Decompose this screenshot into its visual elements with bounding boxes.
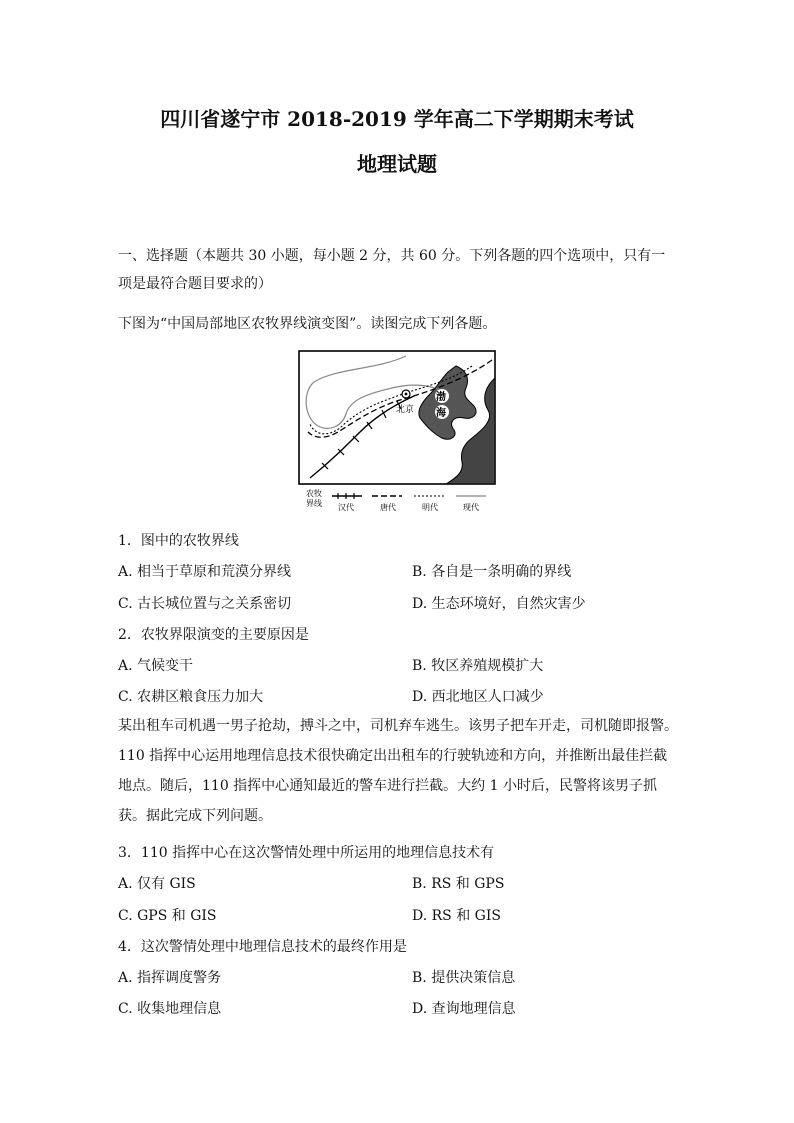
exam-subtitle: 地理试题 [357,152,437,176]
legend-title-1: 农牧 [306,489,322,498]
q2-option-c: C. 农耕区粮食压力加大 [118,689,264,705]
legend-ming: 明代 [422,503,438,512]
q4-option-c: C. 收集地理信息 [118,1001,222,1017]
exam-title: 四川省遂宁市 2018-2019 学年高二下学期期末考试 [160,107,634,131]
q3-stem: 3．110 指挥中心在这次警情处理中所运用的地理信息技术有 [118,845,495,861]
section-heading: 一、选择题（本题共 30 小题，每小题 2 分，共 60 分。下列各题的四个选项中，只有一项是最符合题目要求的） [118,248,666,292]
legend-han: 汉代 [338,503,354,512]
legend-modern: 现代 [463,503,479,512]
farming-pastoral-boundary-map [296,348,498,516]
q3-option-a: A. 仅有 GIS [118,876,196,892]
q2-option-a: A. 气候变干 [118,658,194,674]
q1-option-b: B. 各自是一条明确的界线 [412,564,572,580]
intro-map-question: 下图为“中国局部地区农牧界线演变图”。读图完成下列各题。 [118,316,497,332]
legend-tang: 唐代 [380,503,396,512]
q3-option-c: C. GPS 和 GIS [118,908,217,924]
q1-option-a: A. 相当于草原和荒漠分界线 [118,564,292,580]
q2-stem: 2．农牧界限演变的主要原因是 [118,627,309,643]
q4-option-a: A. 指挥调度警务 [118,970,222,986]
q1-option-d: D. 生态环境好，自然灾害少 [412,596,586,612]
q1-stem: 1．图中的农牧界线 [118,533,239,549]
map-legend [306,488,486,512]
q2-option-d: D. 西北地区人口减少 [412,689,544,705]
q1-option-c: C. 古长城位置与之关系密切 [118,596,292,612]
legend-title-2: 界线 [306,499,322,508]
taxi-scenario-intro: 某出租车司机遇一男子抢劫，搏斗之中，司机弃车逃生。该男子把车开走，司机随即报警。110 指挥中心运用地理信息技术很快确定出出租车的行驶轨迹和方向，并推断出最佳拦截地点。随后，110 指挥中心通知最近的警车进行拦截。大约 1 小时后，民警将该男子抓获。据此完成下列问题。 [118,718,678,824]
q3-option-d: D. RS 和 GIS [412,908,501,924]
q4-option-b: B. 提供决策信息 [412,970,516,986]
q4-stem: 4．这次警情处理中地理信息技术的最终作用是 [118,939,407,955]
q4-option-d: D. 查询地理信息 [412,1001,516,1017]
q3-option-b: B. RS 和 GPS [412,876,505,892]
beijing-label: 北京 [396,405,415,415]
bohai-label-bo: 渤 [436,392,446,403]
q2-option-b: B. 牧区养殖规模扩大 [412,658,544,674]
bohai-label-hai: 海 [436,408,446,419]
